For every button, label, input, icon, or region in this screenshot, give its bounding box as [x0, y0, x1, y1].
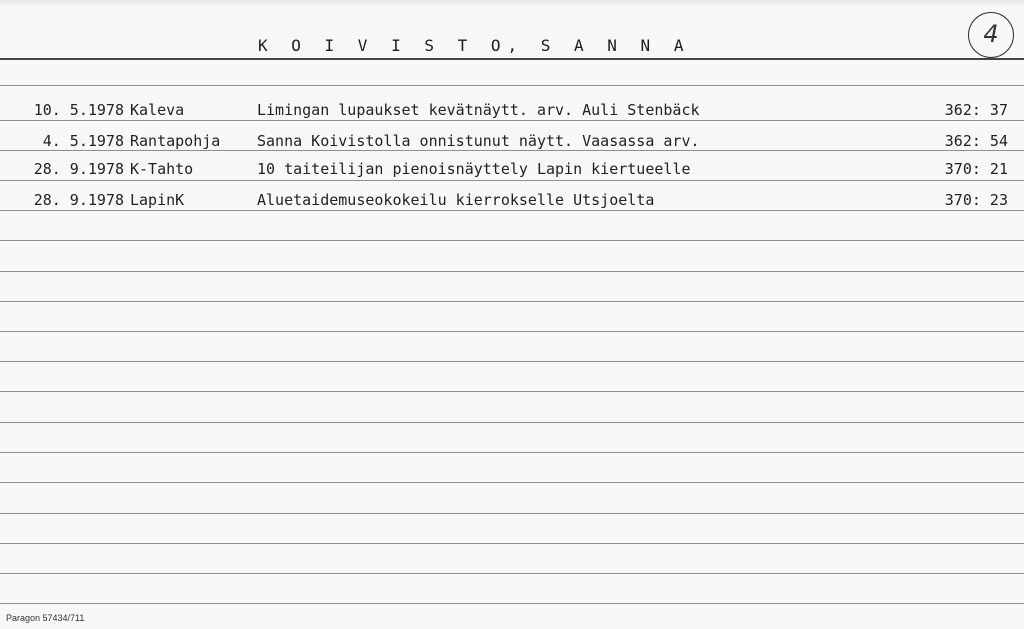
ruled-line	[0, 513, 1024, 514]
entry-row	[0, 160, 1024, 182]
entry-paper: K-Tahto	[130, 160, 194, 178]
ruled-line	[0, 482, 1024, 483]
header-rule-top	[0, 58, 1024, 60]
ruled-line	[0, 271, 1024, 272]
entry-date: 10. 5.1978	[33, 101, 124, 119]
ruled-line	[0, 180, 1024, 181]
entry-paper: Rantapohja	[130, 132, 221, 150]
header-rule-bottom	[0, 85, 1024, 86]
printer-imprint: Paragon 57434/711	[6, 613, 85, 623]
entry-date: 28. 9.1978	[33, 160, 124, 178]
ruled-line	[0, 543, 1024, 544]
entry-paper: Kaleva	[130, 101, 185, 119]
ruled-line	[0, 422, 1024, 423]
entry-description: Limingan lupaukset kevätnäytt. arv. Auli Stenbäck	[257, 101, 700, 119]
entry-ref: 370: 21	[944, 160, 1008, 178]
entry-paper: LapinK	[130, 191, 185, 209]
entry-description: Sanna Koivistolla onnistunut näytt. Vaasassa arv.	[257, 132, 700, 150]
ruled-line	[0, 603, 1024, 604]
ruled-line	[0, 391, 1024, 392]
ruled-line	[0, 573, 1024, 574]
entry-ref: 370: 23	[944, 191, 1008, 209]
entry-date: 28. 9.1978	[33, 191, 124, 209]
ruled-line	[0, 120, 1024, 121]
ruled-line	[0, 240, 1024, 241]
ruled-line	[0, 331, 1024, 332]
ruled-line	[0, 301, 1024, 302]
page-number-circle: 4	[968, 12, 1014, 58]
card-top-edge	[0, 0, 1024, 7]
entry-ref: 362: 37	[944, 101, 1008, 119]
ruled-line	[0, 452, 1024, 453]
entry-description: Aluetaidemuseokokeilu kierrokselle Utsjoelta	[257, 191, 655, 209]
entry-date: 4. 5.1978	[42, 132, 124, 150]
ruled-line	[0, 361, 1024, 362]
entry-description: 10 taiteilijan pienoisnäyttely Lapin kiertueelle	[257, 160, 691, 178]
ruled-line	[0, 150, 1024, 151]
card-title: K O I V I S T O, S A N N A	[258, 36, 691, 55]
entry-ref: 362: 54	[944, 132, 1008, 150]
ruled-line	[0, 210, 1024, 211]
